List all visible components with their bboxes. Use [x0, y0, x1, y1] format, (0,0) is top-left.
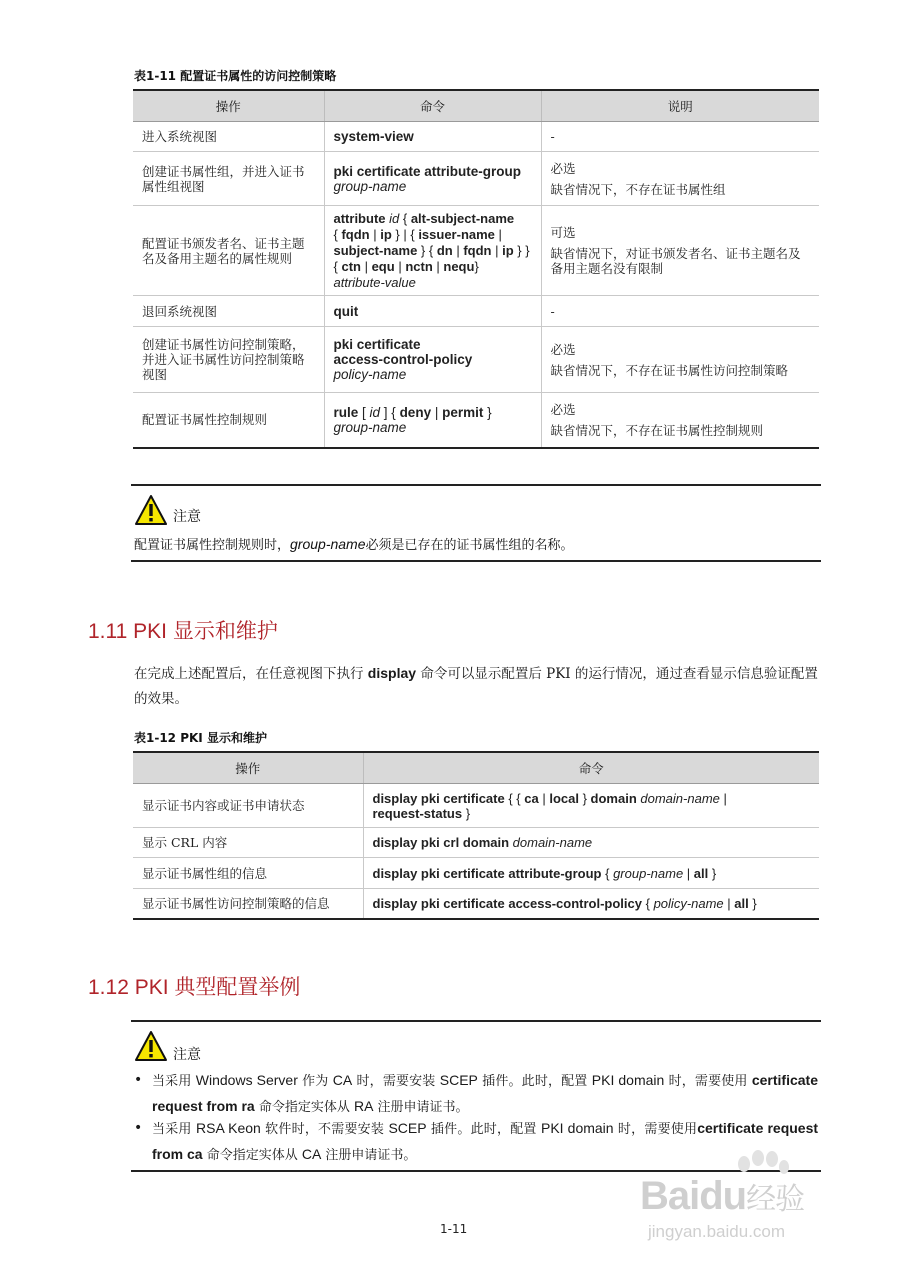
desc-cell — [541, 152, 819, 206]
table1-caption: 表1-11 配置证书属性的访问控制策略 — [134, 69, 337, 83]
watermark-brand-2: du — [699, 1174, 747, 1218]
bullet-text-part: 注册申请证书。 — [321, 1148, 417, 1163]
cmd-keyword: all — [693, 865, 709, 881]
note-title: 注意 — [173, 1047, 201, 1063]
cmd-sym: { — [642, 895, 654, 911]
table2-header-row — [133, 752, 819, 784]
cmd-sym: | — [431, 404, 443, 420]
section-title-1-11: 1.11 PKI 显示和维护 — [88, 620, 278, 643]
cmd-arg: attribute-value — [333, 274, 416, 290]
cmd-keyword: request-status — [372, 805, 463, 821]
cmd-sym: } — [708, 865, 717, 881]
cmd-keyword: equ — [371, 258, 395, 274]
cmd-keyword: nequ — [443, 258, 475, 274]
cmd-arg: policy-name — [333, 367, 407, 382]
page-number: 1-11 — [440, 1222, 468, 1236]
cmd-sym: } | { — [391, 226, 419, 242]
cmd-keyword: display pki certificate access-control-policy — [372, 895, 642, 911]
desc-required: 必选 — [550, 401, 576, 417]
table-row — [133, 889, 819, 919]
cmd-arg: id — [369, 404, 381, 420]
table2-caption: 表1-12 PKI 显示和维护 — [134, 731, 267, 745]
op-cell: 显示证书内容或证书申请状态 — [133, 784, 363, 828]
bullet-text-part: 注册申请证书。 — [373, 1100, 469, 1115]
cmd-keyword: pki certificate attribute-group — [333, 163, 522, 179]
cmd-keyword: system-view — [333, 129, 414, 144]
cmd-sym: { — [601, 865, 614, 881]
cmd-sym: | — [369, 226, 381, 242]
bullet-text-part: 插件。此时，配置 — [477, 1074, 592, 1089]
op-cell: 创建证书属性访问控制策略，并进入证书属性访问控制策略视图 — [133, 327, 324, 393]
cmd-sym: } — [462, 805, 471, 821]
cmd-sym: | — [494, 226, 502, 242]
cmd-sym: { — [333, 258, 342, 274]
table-row — [133, 206, 819, 296]
cmd-sym: } { — [417, 242, 437, 258]
cmd-sym: | — [683, 865, 694, 881]
table-row — [133, 858, 819, 889]
cmd-sym: ] { — [380, 404, 400, 420]
cmd-sym: { — [333, 226, 342, 242]
cmd-sym: [ — [358, 404, 370, 420]
table1-header-row — [133, 90, 819, 122]
cmd-keyword: subject-name — [333, 242, 418, 258]
desc-optional: 可选 — [550, 225, 576, 240]
desc-cell — [541, 206, 819, 296]
cmd-sym: | — [452, 242, 464, 258]
op-cell: 显示证书属性组的信息 — [133, 858, 363, 889]
bullet-text-part: 时，需要使用 — [664, 1074, 752, 1089]
watermark-logo — [640, 1174, 804, 1219]
bullet-text-part: 命令指定实体从 — [254, 1100, 354, 1115]
cmd-sym: | — [394, 258, 406, 274]
desc-required: 必选 — [550, 160, 576, 176]
desc-cell — [541, 393, 819, 448]
desc-default: 缺省情况下，不存在证书属性组 — [550, 181, 726, 197]
cmd-sym: | — [360, 258, 372, 274]
cmd-cell — [363, 784, 819, 828]
bullet-text-part: 时，需要安装 — [352, 1074, 440, 1089]
cmd-cell — [324, 122, 541, 152]
table2-header-op: 操作 — [133, 752, 363, 784]
warning-icon — [134, 1030, 168, 1066]
watermark-brand-3: 经验 — [746, 1183, 805, 1216]
cmd-keyword: pki certificate — [333, 337, 421, 352]
cmd-sym: | — [538, 790, 550, 806]
desc-default: 缺省情况下，不存在证书属性访问控制策略 — [550, 362, 789, 378]
bullet-text-part: 当采用 — [152, 1122, 196, 1137]
table-row — [133, 784, 819, 828]
table1-header-cmd: 命令 — [324, 90, 541, 122]
op-cell: 进入系统视图 — [133, 122, 324, 152]
bullet-term: CA — [301, 1146, 322, 1162]
cmd-keyword: display pki certificate — [372, 790, 505, 806]
desc-cell — [541, 327, 819, 393]
table-row — [133, 152, 819, 206]
bullet-term: Windows Server — [195, 1072, 298, 1088]
op-cell: 显示 CRL 内容 — [133, 828, 363, 858]
cmd-sym: | — [719, 790, 727, 806]
cmd-cell — [324, 206, 541, 296]
section-1-11-paragraph — [134, 661, 820, 712]
cmd-keyword: deny — [399, 404, 432, 420]
bullet-text-part: 软件时，不需要安装 — [260, 1122, 389, 1137]
cmd-cell — [363, 858, 819, 889]
cmd-arg: id — [385, 210, 403, 226]
cmd-sym: | — [432, 258, 444, 274]
table1-header-op: 操作 — [133, 90, 324, 122]
table-row — [133, 327, 819, 393]
table-row — [133, 122, 819, 152]
section-title-1-12: 1.12 PKI 典型配置举例 — [88, 976, 301, 999]
cmd-keyword: fqdn — [463, 242, 492, 258]
op-cell: 退回系统视图 — [133, 296, 324, 327]
cmd-sym: } — [748, 895, 757, 911]
note-title: 注意 — [173, 509, 201, 525]
para-keyword: display — [367, 665, 417, 681]
bullet-term: RSA Keon — [196, 1120, 261, 1136]
bullet-text-part: 命令指定实体从 — [202, 1148, 302, 1163]
desc-required: 必选 — [550, 341, 576, 357]
table-row — [133, 296, 819, 327]
bullet-keyword: certificate request from ca — [152, 1120, 819, 1162]
table-row — [133, 393, 819, 448]
cmd-keyword: rule — [333, 404, 359, 420]
para-text: 在完成上述配置后，在任意视图下执行 — [134, 666, 368, 682]
bullet-term: PKI domain — [591, 1072, 665, 1088]
cmd-keyword: local — [549, 790, 579, 806]
cmd-keyword: attribute — [333, 210, 386, 226]
bullet-text — [152, 1068, 818, 1120]
cmd-sym: { { — [504, 790, 525, 806]
bullet-term: PKI domain — [540, 1120, 614, 1136]
bullet-term: SCEP — [388, 1120, 427, 1136]
cmd-sym: { — [402, 210, 411, 226]
note-text — [134, 534, 574, 553]
watermark-url: jingyan.baidu.com — [648, 1222, 786, 1241]
cmd-keyword: access-control-policy — [333, 352, 473, 367]
cmd-arg: group-name — [333, 419, 407, 435]
caution-note — [131, 484, 821, 562]
table2 — [133, 751, 819, 920]
warning-icon — [134, 494, 168, 530]
cmd-keyword: fqdn — [341, 226, 370, 242]
cmd-keyword: ip — [502, 242, 514, 258]
baidu-jingyan-watermark — [640, 1150, 880, 1260]
desc-default: 缺省情况下，不存在证书属性控制规则 — [550, 422, 764, 438]
cmd-keyword: display pki crl domain — [372, 835, 510, 850]
op-cell: 显示证书属性访问控制策略的信息 — [133, 889, 363, 919]
cmd-cell — [363, 828, 819, 858]
cmd-keyword: alt-subject-name — [410, 210, 515, 226]
cmd-keyword: permit — [442, 404, 484, 420]
op-cell: 配置证书属性控制规则 — [133, 393, 324, 448]
cmd-keyword: quit — [333, 303, 359, 319]
desc-cell: - — [541, 122, 819, 152]
table-row — [133, 828, 819, 858]
cmd-cell — [363, 889, 819, 919]
cmd-cell — [324, 296, 541, 327]
op-cell: 创建证书属性组，并进入证书属性组视图 — [133, 152, 324, 206]
cmd-sym: | — [723, 895, 735, 911]
cmd-sym: } } — [513, 242, 530, 258]
desc-default: 缺省情况下，对证书颁发者名、证书主题名及备用主题名没有限制 — [550, 246, 801, 276]
cmd-arg: domain-name — [636, 790, 720, 806]
bullet-text-part: 时，需要使用 — [613, 1122, 698, 1137]
op-cell: 配置证书颁发者名、证书主题名及备用主题名的属性规则 — [133, 206, 324, 296]
note-arg: group-name — [290, 536, 366, 552]
para-text: 命令可以显示配置后 PKI 的运行情况，通过查看显示信息验证配置的效果。 — [134, 666, 818, 707]
cmd-arg: domain-name — [509, 835, 593, 850]
cmd-keyword: display pki certificate attribute-group — [372, 865, 602, 881]
cmd-arg: policy-name — [653, 895, 724, 911]
cmd-keyword: all — [734, 895, 749, 911]
note-text-part: 配置证书属性控制规则时， — [134, 538, 291, 553]
cmd-keyword: nctn — [405, 258, 433, 274]
cmd-keyword: ca — [524, 790, 539, 806]
table2-header-cmd: 命令 — [363, 752, 819, 784]
bullet-text-part: 作为 — [297, 1074, 333, 1089]
bullet-dot: • — [134, 1120, 143, 1136]
cmd-keyword: issuer-name — [418, 226, 495, 242]
bullet-text-part: 插件。此时，配置 — [426, 1122, 541, 1137]
cmd-sym: } — [483, 404, 492, 420]
list-item — [134, 1068, 818, 1120]
bullet-text-part: 当采用 — [152, 1074, 196, 1089]
cmd-keyword: ip — [380, 226, 392, 242]
cmd-cell — [324, 327, 541, 393]
bullet-dot: • — [134, 1072, 143, 1088]
cmd-keyword: dn — [436, 242, 453, 258]
bullet-term: RA — [353, 1098, 374, 1114]
desc-cell: - — [541, 296, 819, 327]
cmd-arg: group-name — [613, 865, 684, 881]
cmd-sym: } — [474, 258, 479, 274]
cmd-cell — [324, 152, 541, 206]
cmd-sym: } — [578, 790, 591, 806]
cmd-arg: group-name — [333, 178, 407, 194]
watermark-brand: Bai — [640, 1174, 700, 1218]
bullet-term: SCEP — [439, 1072, 478, 1088]
bullet-term: CA — [332, 1072, 353, 1088]
table1-header-desc: 说明 — [541, 90, 819, 122]
cmd-keyword: ctn — [341, 258, 361, 274]
cmd-keyword: domain — [590, 790, 637, 806]
bullet-keyword: certificate request from ra — [152, 1072, 819, 1114]
cmd-sym: | — [491, 242, 503, 258]
cmd-cell — [324, 393, 541, 448]
table1 — [133, 89, 819, 449]
note-text-part: 必须是已存在的证书属性组的名称。 — [365, 538, 574, 553]
